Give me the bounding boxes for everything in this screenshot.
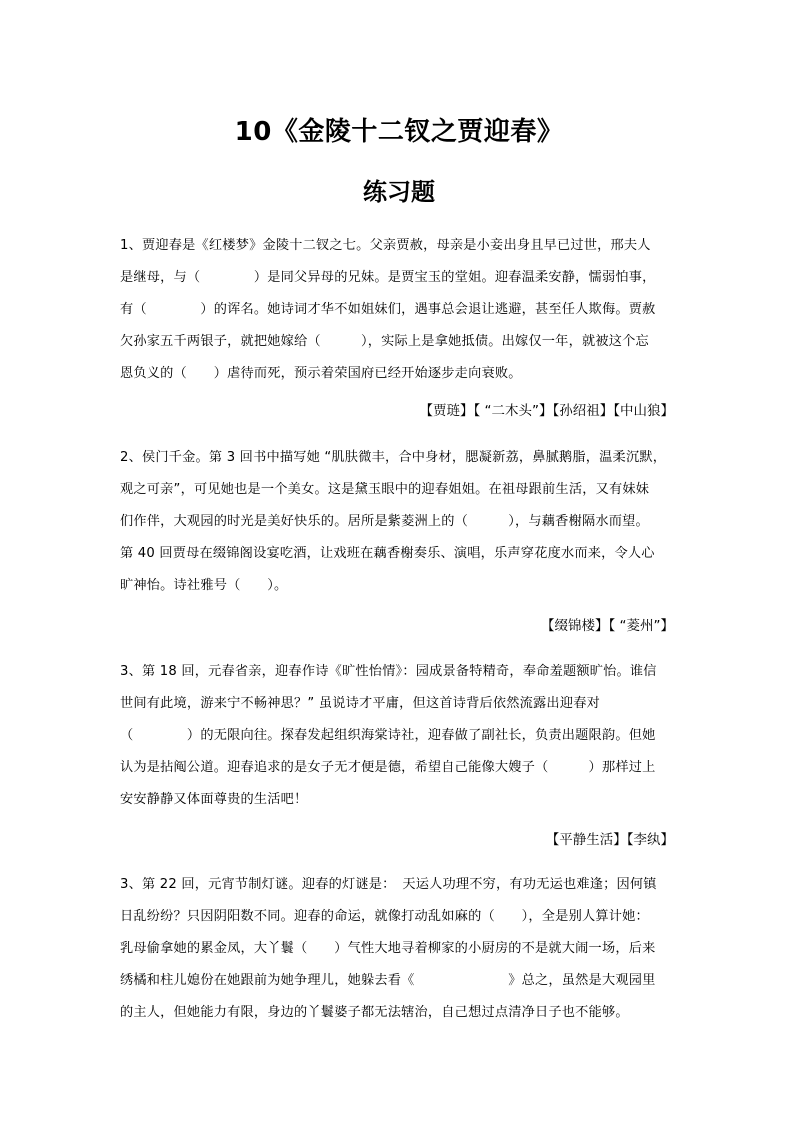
document-title: 10《金陵十二钗之贾迎春》: [234, 117, 564, 147]
question-line: 第 40 回贾母在缀锦阁设宴吃酒，让戏班在藕香榭奏乐、演唱，乐声穿花度水而来，令人心: [120, 546, 655, 561]
question-4: [120, 869, 686, 1029]
question-line: 绣橘和柱儿媳份在她跟前为她争理儿，她躲去看《 》总之，虽然是大观园里: [120, 973, 656, 988]
question-line: 乳母偷拿她的累金凤，大丫鬟（ ）气性大地寻着柳家的小厨房的不是就大闹一场，后来: [120, 941, 656, 956]
question-1: [120, 230, 686, 390]
question-line: 1、贾迎春是《红楼梦》金陵十二钗之七。父亲贾赦，母亲是小妾出身且早已过世，邢夫人: [120, 238, 651, 253]
question-line: 欠孙家五千两银子，就把她嫁给（ ），实际上是拿她抵债。出嫁仅一年，就被这个忘: [120, 334, 649, 349]
question-line: 3、第 18 回，元春省亲，迎春作诗《旷性怡情》：园成景备特精奇，奉命羞题额旷怡。谁信: [120, 664, 657, 679]
answer-key-2: 【缀锦楼】【 “菱州”】: [540, 618, 674, 634]
answer-key-3: 【平静生活】【李纨】: [545, 832, 674, 848]
question-line: 世间有此境，游来宁不畅神思？” 虽说诗才平庸，但这首诗背后依然流露出迎春对: [120, 696, 600, 711]
question-line: 们作伴，大观园的时光是美好快乐的。居所是紫菱洲上的（ ），与藕香榭隔水而望。: [120, 514, 649, 529]
question-line: 的主人，但她能力有限，身边的丫鬟婆子都无法辖治，自己想过点清净日子也不能够。: [120, 1005, 629, 1020]
answer-key-1: 【贾琏】【 “二木头”】【孙绍祖】【中山狼】: [419, 403, 674, 419]
question-line: 是继母，与（ ）是同父异母的兄妹。是贾宝玉的堂姐。迎春温柔安静，懦弱怕事，: [120, 270, 656, 285]
question-line: （ ）的无限向往。探春发起组织海棠诗社，迎春做了副社长，负责出题限韵。但她: [120, 728, 656, 743]
question-2: [120, 442, 686, 602]
question-line: 观之可亲”，可见她也是一个美女。这是黛玉眼中的迎春姐姐。在祖母跟前生活，又有妹妹: [120, 482, 650, 497]
question-line: 恩负义的（ ）虐待而死，预示着荣国府已经开始逐步走向衰败。: [120, 366, 522, 381]
question-line: 旷神怡。诗社雅号（ ）。: [120, 578, 288, 593]
document-subtitle: 练习题: [363, 177, 435, 206]
question-line: 2、侯门千金。第 3 回书中描写她 “肌肤微丰，合中身材，腮凝新荔，鼻腻鹅脂，温柔沉默，: [120, 450, 667, 465]
question-3: [120, 656, 686, 816]
question-line: 有（ ）的诨名。她诗词才华不如姐妹们，遇事总会退让逃避，甚至任人欺侮。贾赦: [120, 302, 656, 317]
question-line: 安安静静又体面尊贵的生活吧！: [120, 792, 308, 807]
question-line: 认为是拈阄公道。迎春追求的是女子无才便是德，希望自己能像大嫂子（ ）那样过上: [120, 760, 656, 775]
question-line: 3、第 22 回，元宵节制灯谜。迎春的灯谜是： 天运人功理不穷，有功无运也难逢；因何镇: [120, 877, 657, 892]
question-line: 日乱纷纷？只因阴阳数不同。迎春的命运，就像打动乱如麻的（ ），全是别人算计她：: [120, 909, 649, 924]
